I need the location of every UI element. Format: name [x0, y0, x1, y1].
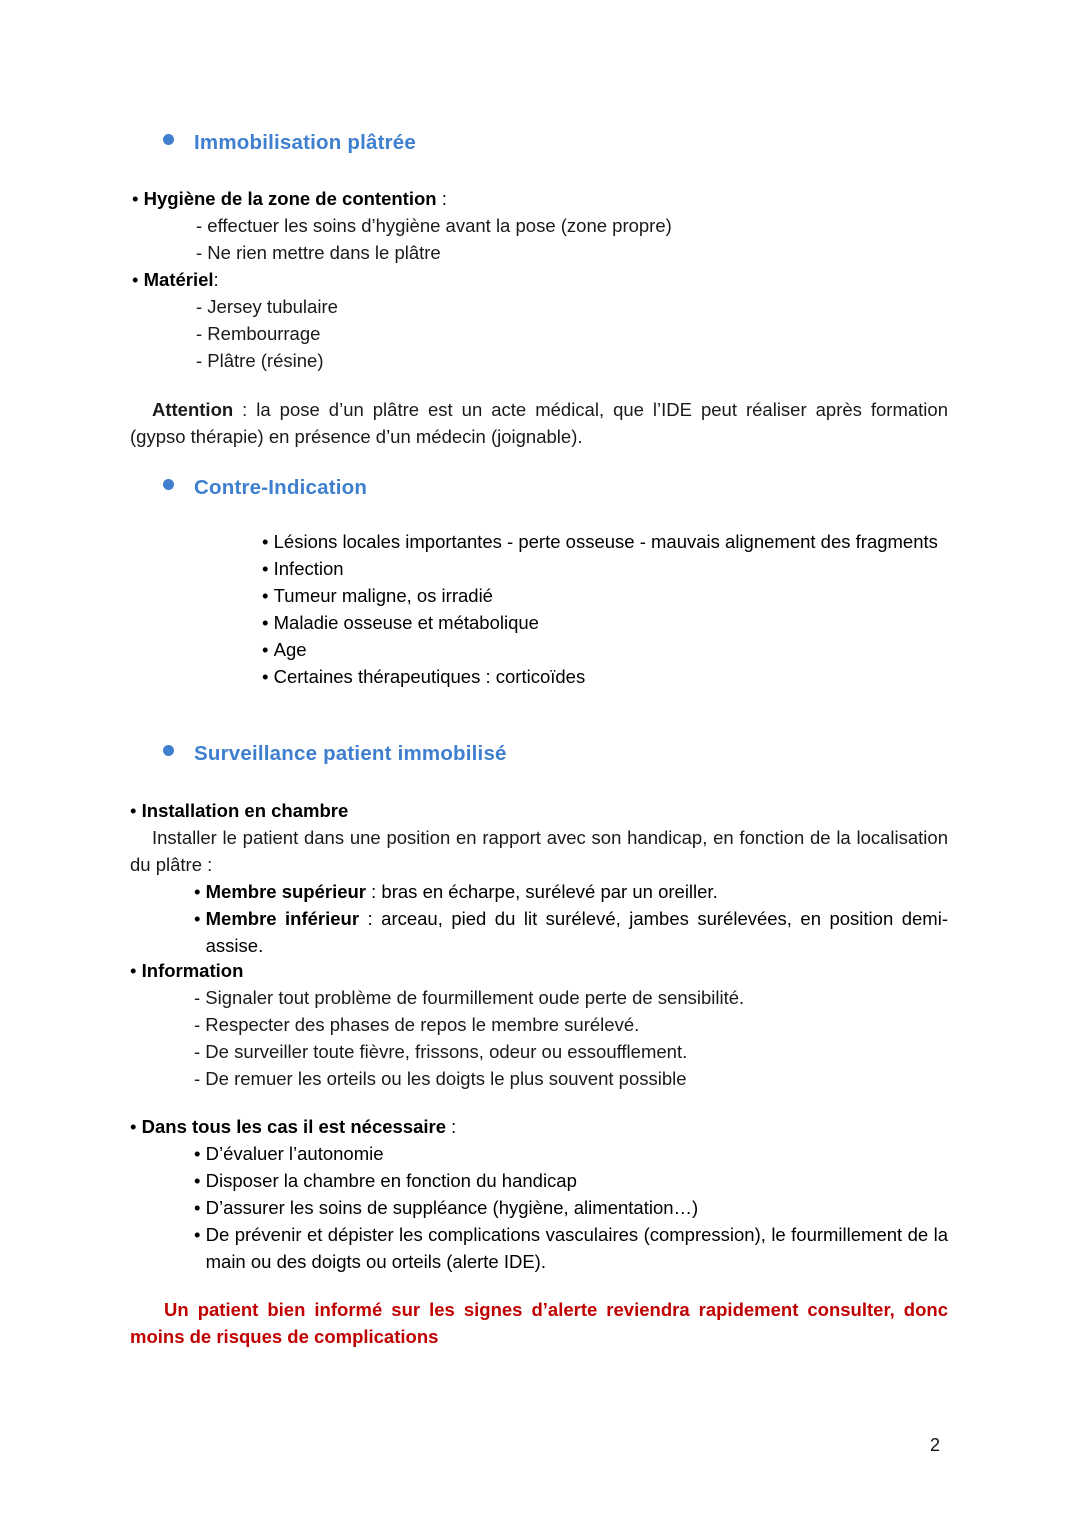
membre-superieur-text: : bras en écharpe, surélevé par un oreiller. [366, 881, 718, 902]
list-bullet: • [194, 881, 206, 902]
hygiene-label: Hygiène de la zone de contention [143, 188, 437, 209]
list-bullet: • [194, 1170, 206, 1191]
information-item: - De surveiller toute fièvre, frissons, odeur ou essoufflement. [194, 1041, 688, 1062]
list-bullet: • [130, 960, 142, 981]
list-item-text: Infection [273, 558, 344, 579]
list-item-text: D’assurer les soins de suppléance (hygiène, alimentation…) [205, 1197, 699, 1218]
list-item [262, 663, 948, 690]
list-bullet: • [130, 800, 142, 821]
list-bullet: • [132, 188, 144, 209]
attention-text: : la pose d’un plâtre est un acte médical, que l’IDE peut réaliser après formation (gypso thérapie) en présence d’un médecin (joignable). [130, 399, 948, 447]
list-item [130, 1167, 948, 1194]
list-item-text: Lésions locales importantes - perte osseuse - mauvais alignement des fragments [273, 531, 938, 552]
heading-surveillance-label: Surveillance patient immobilisé [194, 742, 507, 765]
materiel-item: - Plâtre (résine) [196, 350, 324, 371]
information-group [130, 957, 948, 1092]
hygiene-label-suffix: : [436, 188, 447, 209]
list-bullet: • [130, 1116, 142, 1137]
installation-paragraph [130, 824, 948, 878]
list-bullet: • [194, 1224, 206, 1245]
tous-les-cas-heading-row [130, 1113, 948, 1140]
heading-immobilisation [163, 131, 416, 155]
list-bullet: • [262, 666, 274, 687]
list-item [130, 905, 948, 959]
contre-indication-list [262, 528, 948, 690]
list-item [262, 636, 948, 663]
tous-les-cas-group [130, 1113, 948, 1275]
membre-superieur-label: Membre supérieur [205, 881, 367, 902]
information-heading-row [130, 957, 948, 984]
bullet-icon [163, 134, 174, 145]
attention-label: Attention [152, 399, 234, 420]
list-bullet: • [262, 531, 274, 552]
list-item [262, 582, 948, 609]
membre-inferieur-label: Membre inférieur [205, 908, 360, 929]
list-item-text: Tumeur maligne, os irradié [273, 585, 493, 606]
tous-les-cas-label-suffix: : [446, 1116, 457, 1137]
attention-paragraph [130, 396, 948, 450]
list-item [130, 878, 948, 905]
alert-paragraph-text: Un patient bien informé sur les signes d’alerte reviendra rapidement consulter, donc moins de risques de complications [130, 1299, 948, 1347]
materiel-label: Matériel [143, 269, 214, 290]
list-bullet: • [194, 1143, 206, 1164]
heading-immobilisation-label: Immobilisation plâtrée [194, 131, 416, 154]
tous-les-cas-label: Dans tous les cas il est nécessaire [141, 1116, 447, 1137]
list-bullet: • [262, 639, 274, 660]
list-item-text: Age [273, 639, 307, 660]
list-bullet: • [194, 908, 206, 929]
information-item: - Signaler tout problème de fourmillement oude perte de sensibilité. [194, 987, 745, 1008]
hygiene-item: - Ne rien mettre dans le plâtre [196, 242, 441, 263]
installation-heading-row [130, 797, 948, 824]
information-label: Information [141, 960, 244, 981]
list-item [130, 1140, 948, 1167]
membre-inferieur-text: : arceau, pied du lit surélevé, jambes surélevées, en position demi-assise. [205, 908, 948, 956]
bullet-icon [163, 745, 174, 756]
list-item [130, 1194, 948, 1221]
list-item-text: Maladie osseuse et métabolique [273, 612, 539, 633]
installation-paragraph-text: Installer le patient dans une position en rapport avec son handicap, en fonction de la localisation du plâtre : [130, 827, 948, 875]
information-item: - De remuer les orteils ou les doigts le plus souvent possible [194, 1068, 687, 1089]
hygiene-heading-row [132, 185, 832, 212]
list-item-text: Certaines thérapeutiques : corticoïdes [273, 666, 586, 687]
heading-contre-indication [163, 476, 367, 500]
heading-surveillance [163, 742, 507, 766]
materiel-item: - Rembourrage [196, 323, 321, 344]
list-item [262, 555, 948, 582]
materiel-item: - Jersey tubulaire [196, 296, 338, 317]
list-item-text: D’évaluer l’autonomie [205, 1143, 384, 1164]
list-item [262, 528, 948, 555]
hygiene-materiel-group [132, 185, 832, 374]
list-bullet: • [132, 269, 144, 290]
page-number: 2 [930, 1435, 941, 1455]
list-bullet: • [262, 585, 274, 606]
bullet-icon [163, 479, 174, 490]
list-bullet: • [262, 558, 274, 579]
installation-group [130, 797, 948, 959]
list-item-text: Disposer la chambre en fonction du handicap [205, 1170, 577, 1191]
installation-label: Installation en chambre [141, 800, 349, 821]
list-bullet: • [262, 612, 274, 633]
materiel-heading-row [132, 266, 832, 293]
list-item [130, 1221, 948, 1275]
hygiene-item: - effectuer les soins d’hygiène avant la pose (zone propre) [196, 215, 672, 236]
alert-paragraph [130, 1296, 948, 1350]
information-item: - Respecter des phases de repos le membre surélevé. [194, 1014, 640, 1035]
list-item [262, 609, 948, 636]
list-bullet: • [194, 1197, 206, 1218]
heading-contre-indication-label: Contre-Indication [194, 476, 368, 499]
list-item-text: De prévenir et dépister les complications vasculaires (compression), le fourmillement de la main ou des doigts ou orteils (alerte IDE). [205, 1224, 948, 1272]
materiel-label-suffix: : [213, 269, 219, 290]
